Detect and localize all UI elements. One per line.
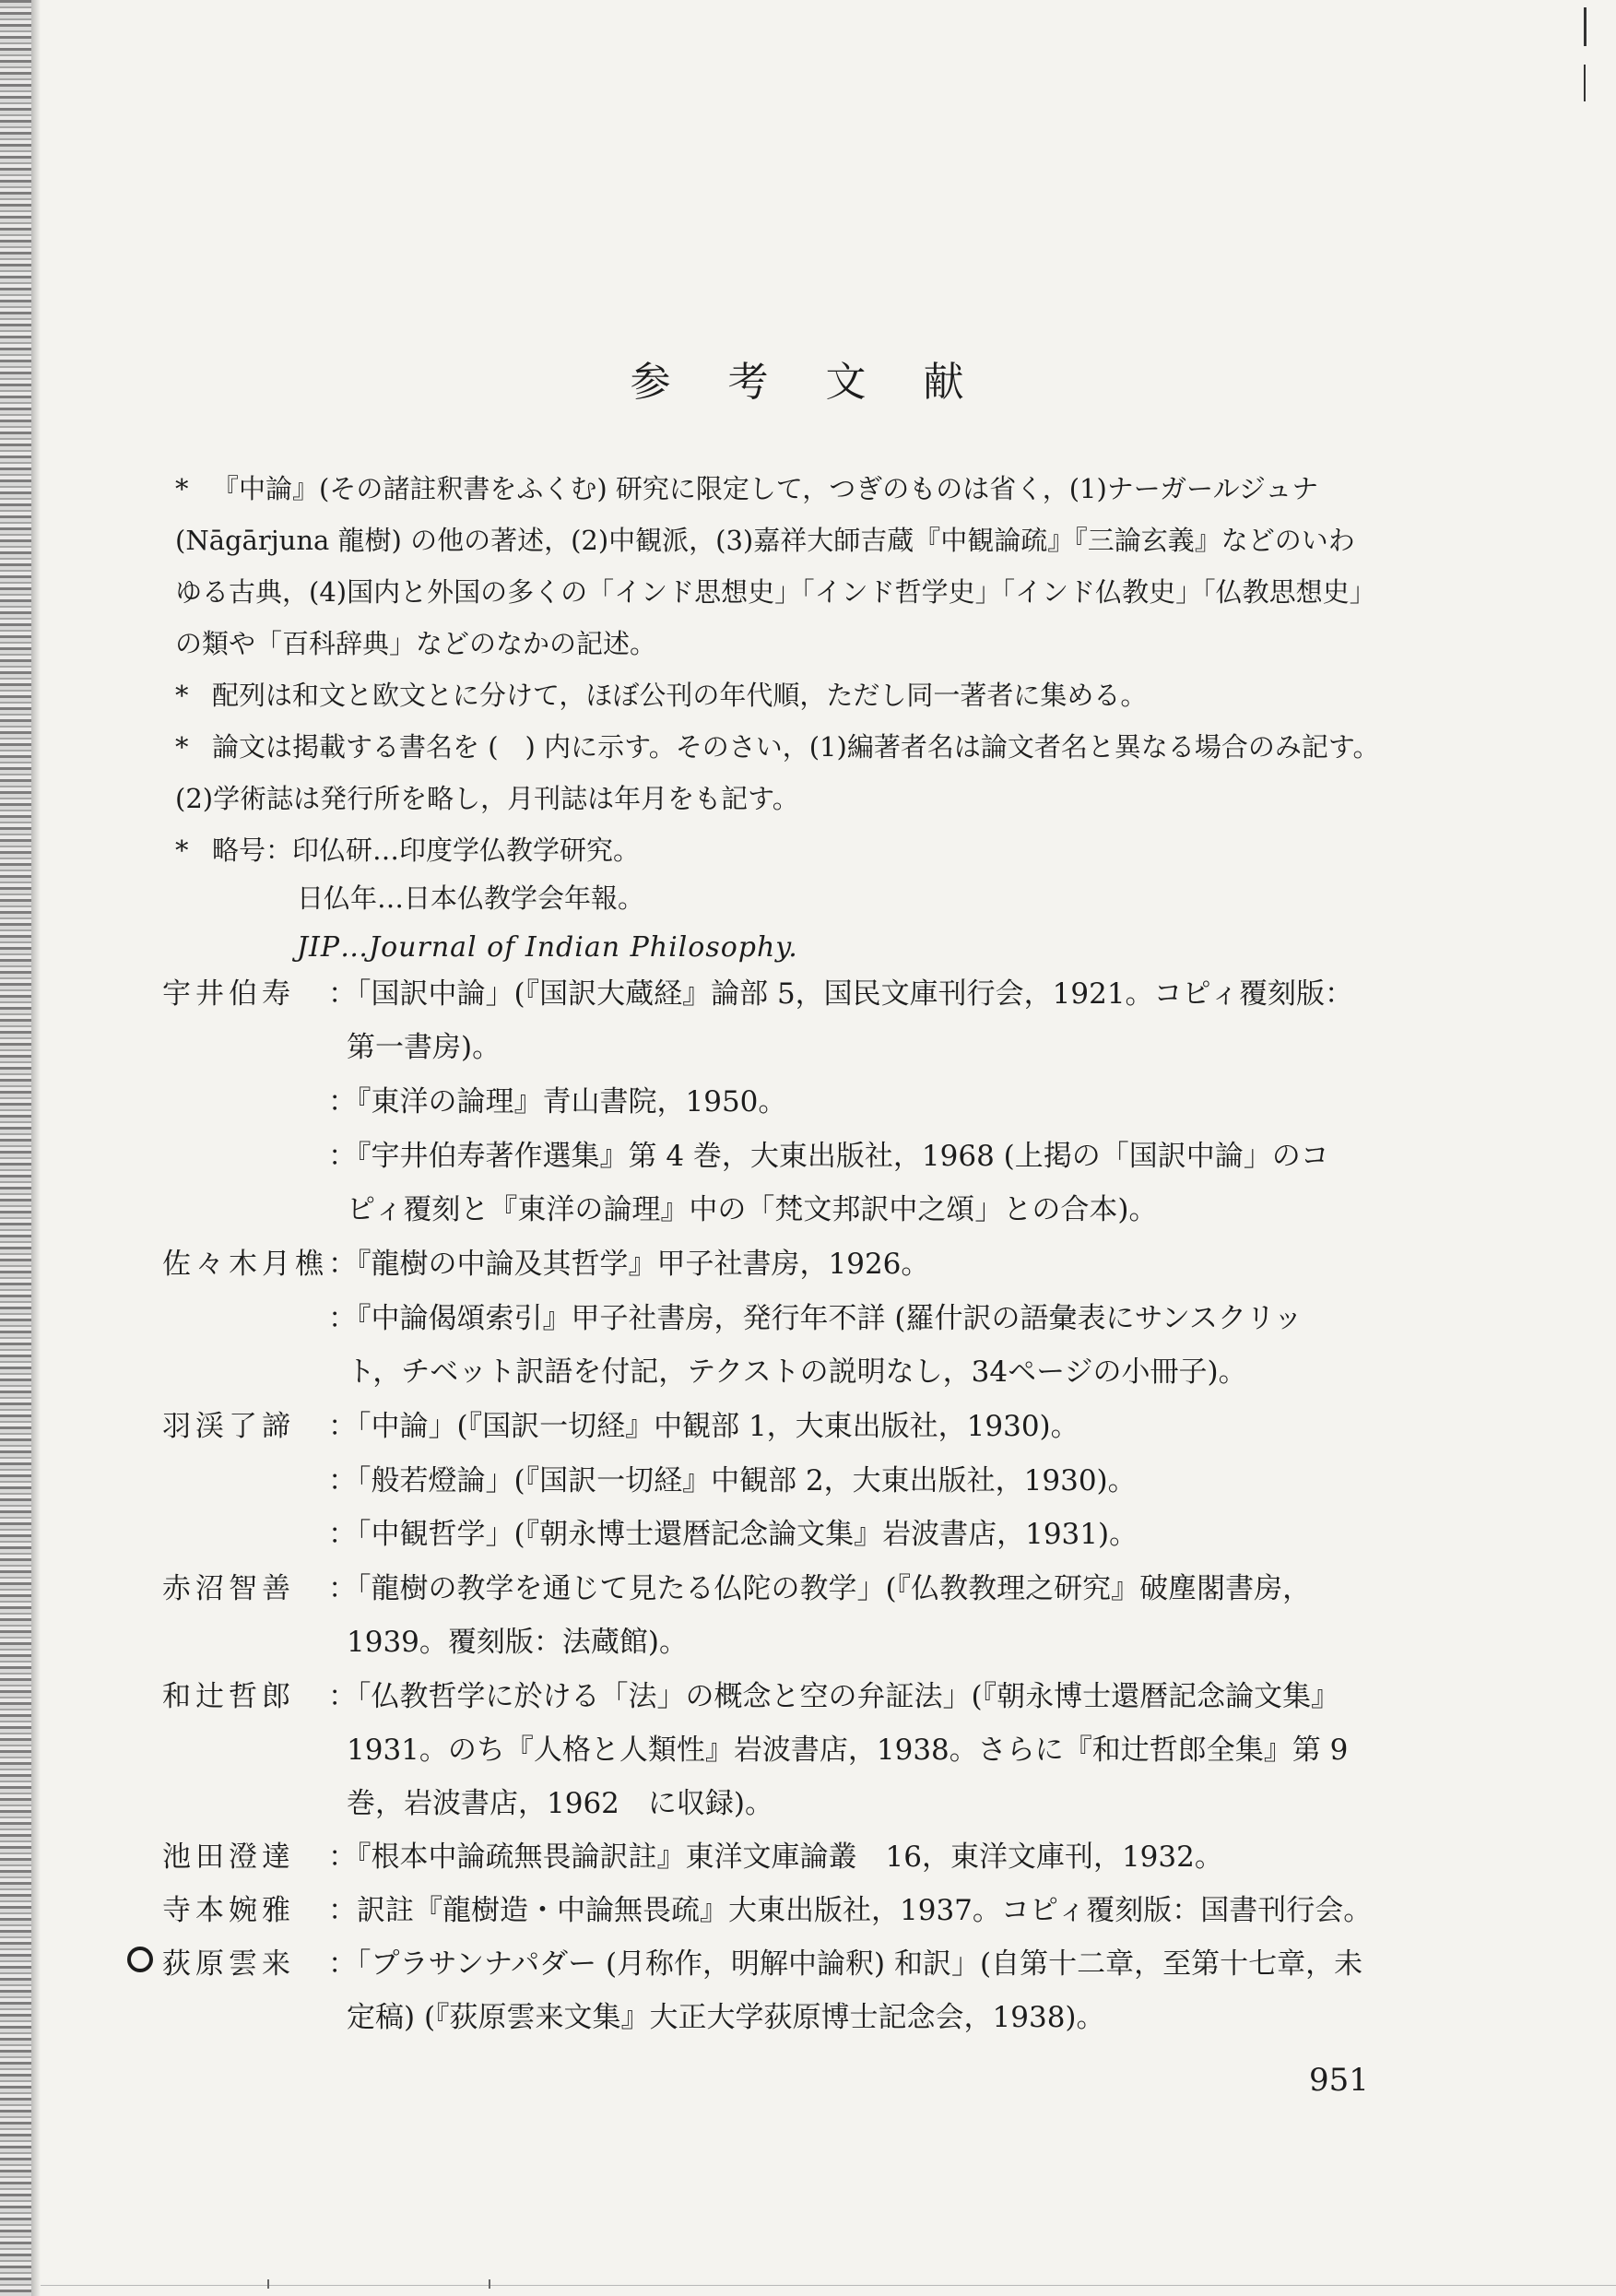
bibliography-entry-cont: 1931。のち『人格と人類性』岩波書店，1938。さらに『和辻哲郎全集』第 9 <box>347 1734 1349 1767</box>
author-name: 池田澄達 <box>162 1840 295 1874</box>
bibliography-entry: ：「国訳中論」(『国訳大蔵経』論部 5，国民文庫刊行会，1921。コピィ覆刻版： <box>328 977 1353 1011</box>
author-name: 寺本婉雅 <box>162 1894 295 1927</box>
bibliography-entry-cont: ト，チベット訳語を付記，テクストの説明なし，34ページの小冊子)。 <box>347 1355 1247 1389</box>
abbreviation: JIP…Journal of Indian Philosophy. <box>297 931 798 964</box>
scan-shadow <box>31 0 41 2296</box>
bottom-tick <box>267 2279 269 2289</box>
bibliography-entry-cont: 定稿) (『荻原雲来文集』大正大学荻原博士記念会，1938)。 <box>347 2001 1105 2034</box>
note-line: * 配列は和文と欧文とに分けて，ほぼ公刊の年代順，ただし同一著者に集める。 <box>175 680 1148 711</box>
bibliography-entry: ：『龍樹の中論及其哲学』甲子社書房，1926。 <box>328 1248 930 1281</box>
bibliography-entry: ：「龍樹の教学を通じて見たる仏陀の教学」(『仏教教理之研究』破塵閣書房， <box>328 1572 1312 1605</box>
author-name: 宇井伯寿 <box>162 977 295 1011</box>
note-line: ゆる古典，(4)国内と外国の多くの「インド思想史」「インド哲学史」「インド仏教史」「仏教思想史」 <box>175 576 1376 608</box>
bottom-tick <box>489 2279 490 2289</box>
scan-binding-edge <box>0 0 31 2296</box>
bibliography-entry: ：『根本中論疏無畏論訳註』東洋文庫論叢 16，東洋文庫刊，1932。 <box>328 1840 1223 1874</box>
note-line: * 『中論』(その諸註釈書をふくむ) 研究に限定して，つぎのものは省く，(1)ナーガールジュナ <box>175 473 1319 504</box>
note-line: * 論文は掲載する書名を ( ) 内に示す。そのさい，(1)編著者名は論文者名と異なる場合のみ記す。 <box>175 731 1380 763</box>
page-number: 951 <box>1309 2062 1369 2099</box>
bibliography-entry-cont: 巻，岩波書店，1962 に収録)。 <box>347 1787 773 1820</box>
bibliography-entry-cont: ピィ覆刻と『東洋の論理』中の「梵文邦訳中之頌」との合本)。 <box>347 1193 1158 1226</box>
bottom-rule <box>41 2285 1616 2286</box>
note-line: (2)学術誌は発行所を略し，月刊誌は年月をも記す。 <box>175 783 799 814</box>
author-name: 羽渓了諦 <box>162 1410 295 1443</box>
bibliography-entry: ：『中論偈頌索引』甲子社書房，発行年不詳 (羅什訳の語彙表にサンスクリッ <box>328 1302 1303 1335</box>
margin-rule <box>1584 65 1586 101</box>
bibliography-entry: ：「中論」(『国訳一切経』中観部 1，大東出版社，1930)。 <box>328 1410 1079 1443</box>
abbreviation: 日仏年…日本仏教学会年報。 <box>297 882 645 914</box>
bibliography-entry: ：「仏教哲学に於ける「法」の概念と空の弁証法」(『朝永博士還暦記念論文集』 <box>328 1680 1340 1713</box>
bibliography-entry-cont: 第一書房)。 <box>347 1031 501 1064</box>
bibliography-entry: ：『宇井伯寿著作選集』第 4 巻，大東出版社，1968 (上掲の「国訳中論」のコ <box>328 1140 1329 1173</box>
page-title: 参 考 文 献 <box>630 359 986 406</box>
author-name: 赤沼智善 <box>162 1572 295 1605</box>
bibliography-entry: ：『東洋の論理』青山書院，1950。 <box>328 1085 787 1118</box>
author-name: 和辻哲郎 <box>162 1680 295 1713</box>
note-line: * 略号：印仏研…印度学仏教学研究。 <box>175 834 641 866</box>
note-line: の類や「百科辞典」などのなかの記述。 <box>175 628 657 659</box>
author-name: 荻原雲来 <box>162 1947 295 1981</box>
bibliography-entry: ：「中観哲学」(『朝永博士還暦記念論文集』岩波書店，1931)。 <box>328 1518 1138 1551</box>
bibliography-entry-cont: 1939。覆刻版：法蔵館)。 <box>347 1626 688 1659</box>
note-line: (Nāgārjuna 龍樹) の他の著述，(2)中観派，(3)嘉祥大師吉蔵『中観論疏』『三論玄義』などのいわ <box>175 525 1355 556</box>
circle-annotation-icon <box>127 1947 153 1972</box>
bibliography-entry: ：「プラサンナパダー (月称作，明解中論釈) 和訳」(自第十二章，至第十七章，未 <box>328 1947 1363 1981</box>
bibliography-entry: ：「般若燈論」(『国訳一切経』中観部 2，大東出版社，1930)。 <box>328 1464 1137 1497</box>
bibliography-entry: ：訳註『龍樹造・中論無畏疏』大東出版社，1937。コピィ覆刻版：国書刊行会。 <box>328 1894 1373 1927</box>
author-name: 佐々木月樵 <box>162 1248 328 1281</box>
margin-rule <box>1584 7 1587 46</box>
